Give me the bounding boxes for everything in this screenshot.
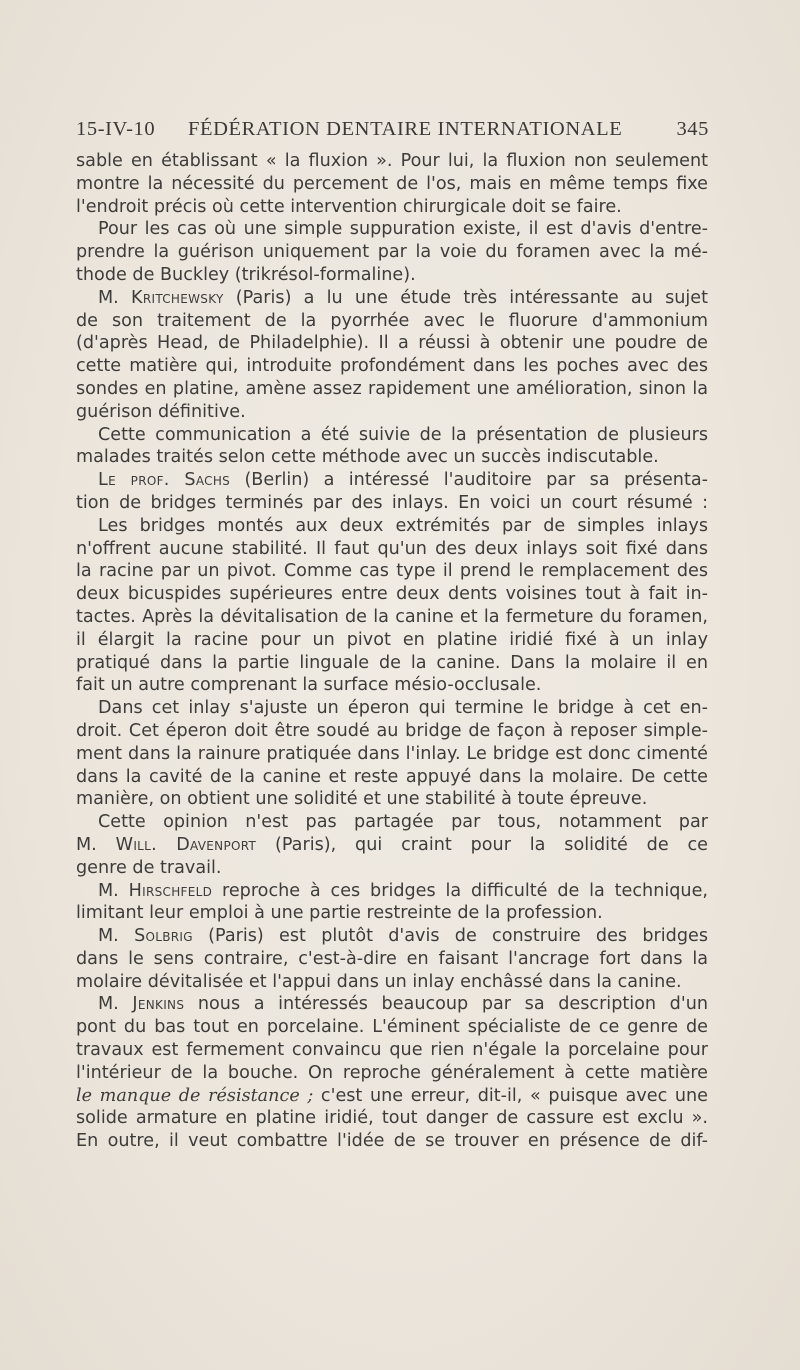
line-text: solide armature en platine iridié, tout danger de cassure est exclu ». xyxy=(76,1108,708,1129)
text-line xyxy=(76,857,708,880)
text-line xyxy=(76,264,708,287)
text-line xyxy=(76,560,708,583)
text-line xyxy=(76,788,708,811)
line-text: prendre la guérison uniquement par la voie du foramen avec la mé- xyxy=(76,242,708,263)
text-line xyxy=(76,538,708,561)
text-line xyxy=(76,1016,708,1039)
speaker-name: Will. Davenport xyxy=(115,834,257,855)
text-line xyxy=(76,515,708,538)
line-text: Cette communication a été suivie de la présentation de plusieurs xyxy=(98,424,708,445)
text-line xyxy=(76,355,708,378)
line-text: Dans cet inlay s'ajuste un éperon qui termine le bridge à cet en- xyxy=(98,698,708,719)
line-text: molaire dévitalisée et l'appui dans un inlay enchâssé dans la canine. xyxy=(76,971,682,992)
line-text: tion de bridges terminés par des inlays. En voici un court résumé : xyxy=(76,492,708,513)
line-text: genre de travail. xyxy=(76,857,222,878)
line-text: montre la nécessité du percement de l'os, mais en même temps fixe xyxy=(76,173,708,194)
line-text: sable en établissant « la fluxion ». Pour lui, la fluxion non seulement xyxy=(76,151,708,171)
text-line xyxy=(76,173,708,196)
line-text: ment dans la rainure pratiquée dans l'inlay. Le bridge est donc cimenté xyxy=(76,743,708,764)
line-text: c'est une erreur, dit-il, « puisque avec une xyxy=(313,1085,708,1106)
text-line xyxy=(76,332,708,355)
text-line xyxy=(76,492,708,515)
text-line xyxy=(76,720,708,743)
text-line xyxy=(76,218,708,241)
text-line xyxy=(76,1107,708,1130)
line-text: pont du bas tout en porcelaine. L'éminent spécialiste de ce genre de xyxy=(76,1017,708,1038)
line-text: manière, on obtient une solidité et une stabilité à toute épreuve. xyxy=(76,789,648,810)
line-text: dans la cavité de la canine et reste appuyé dans la molaire. De cette xyxy=(76,766,708,787)
running-header xyxy=(76,118,709,144)
line-text: thode de Buckley (trikrésol-formaline). xyxy=(76,264,416,285)
line-prefix: M. xyxy=(76,834,116,855)
text-line xyxy=(76,971,708,994)
text-line xyxy=(76,287,708,310)
speaker-name: Le prof. Sachs xyxy=(98,470,231,491)
line-text: deux bicuspides supérieures entre deux dents voisines tout à fait in- xyxy=(76,584,708,605)
line-text: la racine par un pivot. Comme cas type il prend le remplacement des xyxy=(76,561,708,582)
text-line xyxy=(76,583,708,606)
line-text: tactes. Après la dévitalisation de la canine et la fermeture du foramen, xyxy=(76,606,708,627)
text-line xyxy=(76,925,708,948)
line-text: (Paris) est plutôt d'avis de construire des bridges xyxy=(192,926,708,947)
line-text: pratiqué dans la partie linguale de la canine. Dans la molaire il en xyxy=(76,652,708,673)
line-text: n'offrent aucune stabilité. Il faut qu'un des deux inlays soit fixé dans xyxy=(76,538,708,559)
header-date: 15-IV-10 xyxy=(76,118,156,140)
text-line xyxy=(76,948,708,971)
text-line xyxy=(76,652,708,675)
text-line xyxy=(76,902,708,925)
line-text: sondes en platine, amène assez rapidement une amélioration, sinon la xyxy=(76,378,708,399)
line-prefix: M. xyxy=(98,926,135,947)
italic-phrase: le manque de résistance ; xyxy=(76,1085,314,1106)
text-line xyxy=(76,196,708,219)
text-line xyxy=(76,1085,708,1108)
text-line xyxy=(76,743,708,766)
line-text: il élargit la racine pour un pivot en platine iridié fixé à un inlay xyxy=(76,629,708,650)
line-text: droit. Cet éperon doit être soudé au bridge de façon à reposer simple- xyxy=(76,720,708,741)
line-prefix: M. xyxy=(98,994,133,1015)
line-text: dans le sens contraire, c'est-à-dire en faisant l'ancrage fort dans la xyxy=(76,948,708,969)
line-text: Les bridges montés aux deux extrémités par de simples inlays xyxy=(98,515,708,536)
body-text xyxy=(76,150,708,1153)
speaker-name: Hirschfeld xyxy=(128,880,213,901)
line-text: travaux est fermement convaincu que rien n'égale la porcelaine pour xyxy=(76,1040,708,1061)
line-text: cette matière qui, introduite profondément dans les poches avec des xyxy=(76,356,708,377)
text-line xyxy=(76,1062,708,1085)
text-line xyxy=(76,241,708,264)
line-text: de son traitement de la pyorrhée avec le fluorure d'ammonium xyxy=(76,310,708,331)
line-text: nous a intéressés beaucoup par sa description d'un xyxy=(184,994,708,1015)
text-line xyxy=(76,766,708,789)
line-prefix: M. xyxy=(98,880,129,901)
text-line xyxy=(76,1039,708,1062)
line-text: l'endroit précis où cette intervention chirurgicale doit se faire. xyxy=(76,196,622,217)
text-line xyxy=(76,629,708,652)
text-line xyxy=(76,424,708,447)
speaker-name: Solbrig xyxy=(134,926,193,947)
text-line xyxy=(76,993,708,1016)
text-line xyxy=(76,401,708,424)
line-text: guérison définitive. xyxy=(76,401,246,422)
line-text: limitant leur emploi à une partie restreinte de la profession. xyxy=(76,903,603,924)
line-prefix: M. xyxy=(98,287,131,308)
text-line xyxy=(76,469,708,492)
line-text: Pour les cas où une simple suppuration existe, il est d'avis d'entre- xyxy=(98,219,708,240)
line-text: fait un autre comprenant la surface mésio-occlusale. xyxy=(76,675,542,696)
line-text: l'intérieur de la bouche. On reproche généralement à cette matière xyxy=(76,1062,708,1083)
line-text: En outre, il veut combattre l'idée de se trouver en présence de dif- xyxy=(76,1131,708,1152)
text-line xyxy=(76,1130,708,1153)
text-line xyxy=(76,446,708,469)
line-text: (Berlin) a intéressé l'auditoire par sa présenta- xyxy=(230,470,708,491)
line-text: reproche à ces bridges la difficulté de la technique, xyxy=(212,880,708,901)
text-line xyxy=(76,310,708,333)
page-number: 345 xyxy=(676,118,709,140)
line-text: Cette opinion n'est pas partagée par tous, notamment par xyxy=(98,812,708,833)
speaker-name: Jenkins xyxy=(132,994,185,1015)
speaker-name: Kritchewsky xyxy=(131,287,224,308)
text-line xyxy=(76,834,708,857)
line-text: (Paris) a lu une étude très intéressante au sujet xyxy=(223,287,708,308)
line-text: (d'après Head, de Philadelphie). Il a réussi à obtenir une poudre de xyxy=(76,333,708,354)
text-line xyxy=(76,378,708,401)
text-line xyxy=(76,697,708,720)
text-line xyxy=(76,811,708,834)
text-line xyxy=(76,606,708,629)
text-line xyxy=(76,150,708,173)
text-line xyxy=(76,674,708,697)
line-text: (Paris), qui craint pour la solidité de ce xyxy=(256,834,708,855)
header-title: FÉDÉRATION DENTAIRE INTERNATIONALE xyxy=(188,118,623,140)
text-line xyxy=(76,880,708,903)
line-text: malades traités selon cette méthode avec un succès indiscutable. xyxy=(76,447,659,468)
